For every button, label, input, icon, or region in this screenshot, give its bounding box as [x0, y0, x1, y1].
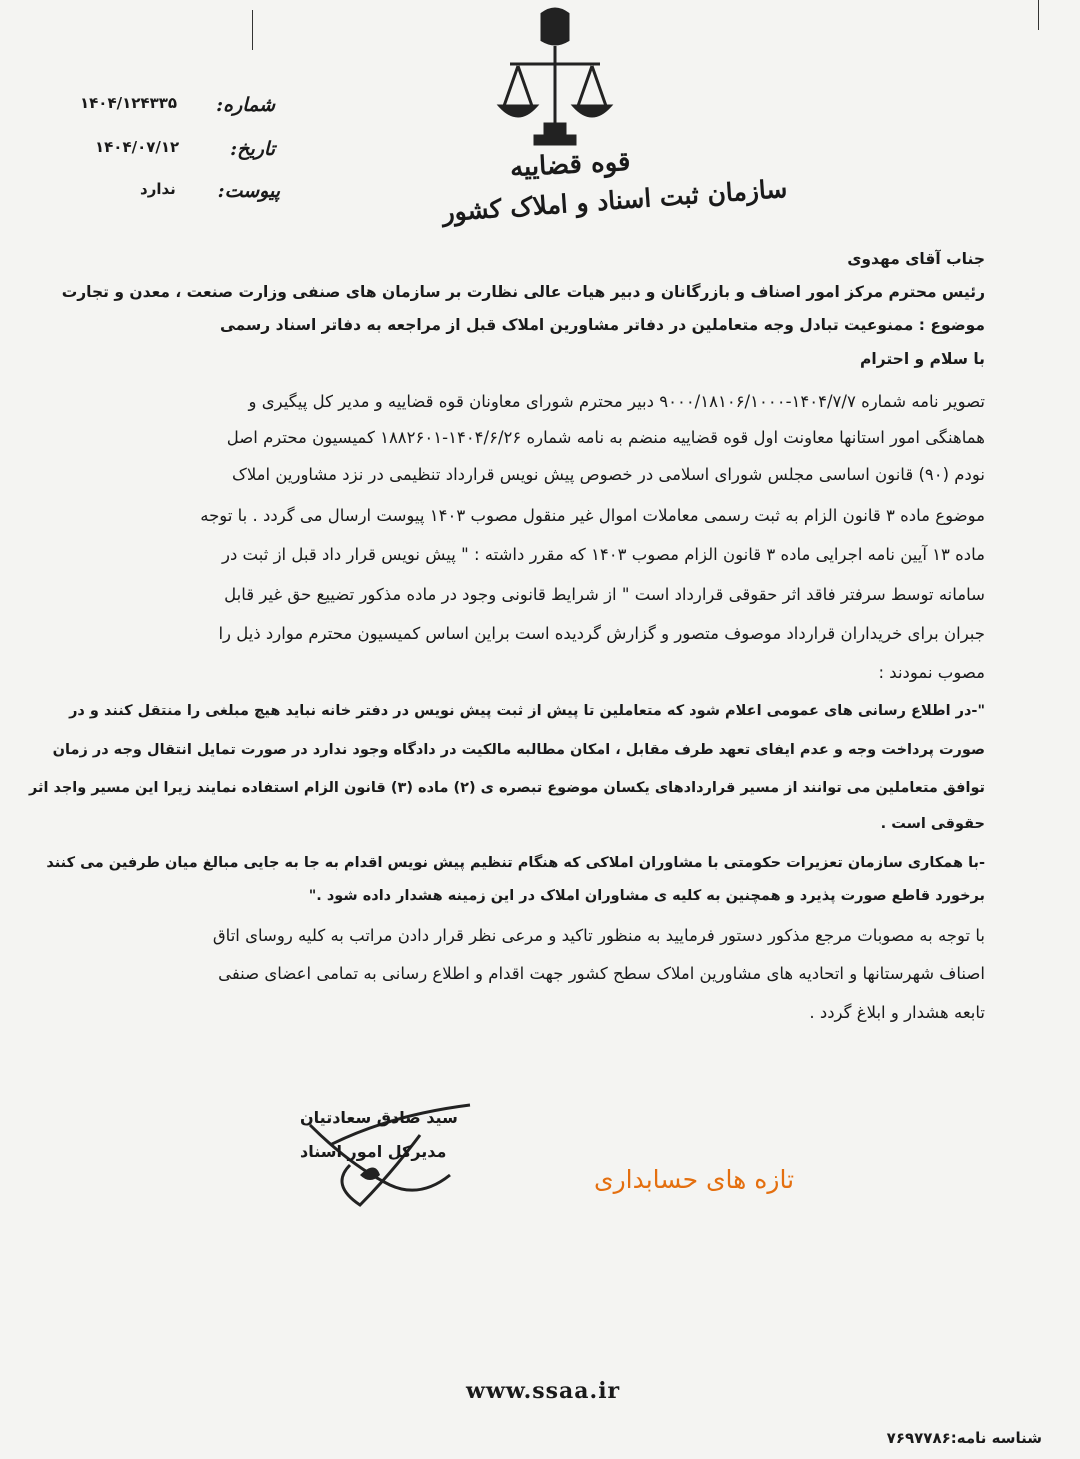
body-line: مصوب نمودند :: [878, 663, 985, 682]
letter-date: [95, 138, 275, 164]
body-line: تصویر نامه شماره ۱۴۰۴/۷/۷-۹۰۰۰/۱۸۱۰۶/۱۰۰۰ دبیر محترم شورای معاونان قوه قضاییه و مدیر کل پیگیری و: [248, 392, 985, 411]
org-name-judiciary: قوه قضاییه: [509, 146, 632, 184]
org-name-registration: سازمان ثبت اسناد و املاک کشور: [441, 173, 789, 228]
letter-id: شناسه نامه:۷۶۹۷۷۸۶: [886, 1429, 1042, 1447]
watermark-text: تازه های حسابداری: [594, 1165, 795, 1194]
clause-line: صورت پرداخت وجه و عدم ایفای تعهد طرف مقابل ، امکان مطالبه مالکیت در دادگاه وجود ندارد در صورت تمایل انتقال وجه در زمان: [52, 742, 985, 758]
letter-number: [80, 94, 275, 120]
recipient: جناب آقای مهدوی: [847, 250, 985, 268]
body-line: جبران برای خریداران قرارداد موصوف متصور و گزارش گردیده است براین اساس کمیسیون محترم موارد ذیل را: [218, 624, 985, 643]
body-line: موضوع ماده ۳ قانون الزام به ثبت رسمی معاملات اموال غیر منقول مصوب ۱۴۰۳ پیوست ارسال می گردد . با توجه: [200, 506, 985, 525]
website-link[interactable]: www.ssaa.ir: [466, 1378, 621, 1404]
clause-line: -با همکاری سازمان تعزیرات حکومتی با مشاوران املاکی که هنگام تنظیم پیش نویس اقدام به جا به جایی مبالغ میان طرفین می کنند: [46, 855, 985, 871]
letter-date-value: ۱۴۰۴/۰۷/۱۲: [95, 138, 180, 156]
signatory-title: مدیرکل امور اسناد: [300, 1142, 447, 1161]
body-line: سامانه توسط سرفتر فاقد اثر حقوقی قرارداد است " از شرایط قانونی وجود در ماده مذکور تضییع حق غیر قابل: [224, 585, 985, 604]
subject: موضوع : ممنوعیت تبادل وجه متعاملین در دفاتر مشاورین املاک قبل از مراجعه به دفاتر اسناد رسمی: [219, 316, 985, 334]
recipient-title: رئیس محترم مرکز امور اصناف و بازرگانان و دبیر هیات عالی نظارت بر سازمان های صنفی وزارت صنعت ، معدن و تجارت: [61, 283, 985, 301]
scan-mark: [252, 10, 253, 50]
signatory-name: سید صادق سعادتیان: [300, 1108, 458, 1127]
greeting: با سلام و احترام: [860, 350, 985, 368]
clause-line: برخورد قاطع صورت پذیرد و همچنین به کلیه ی مشاوران املاک در این زمینه هشدار داده شود .": [308, 888, 985, 904]
letter-attachment: [140, 180, 280, 206]
closing-line: با توجه به مصوبات مرجع مذکور دستور فرمایید به منظور تاکید و مرعی نظر قرار دادن مراتب به کلیه روسای اتاق: [212, 926, 985, 945]
body-line: ماده ۱۳ آیین نامه اجرایی ماده ۳ قانون الزام مصوب ۱۴۰۳ که مقرر داشته : " پیش نویس قرار داد قبل از ثبت در: [221, 545, 985, 564]
letter-attachment-label: پیوست:: [217, 180, 280, 202]
body-line: نودم (۹۰) قانون اساسی مجلس شورای اسلامی در خصوص پیش نویس قرارداد تنظیمی در نزد مشاورین املاک: [232, 465, 985, 484]
scan-mark: [1038, 0, 1039, 30]
letter-date-label: تاریخ:: [230, 138, 275, 160]
clause-line: "-در اطلاع رسانی های عمومی اعلام شود که متعاملین تا پیش از ثبت پیش نویس در دفتر خانه نباید هیچ مبلغی را منتقل کنند و در: [69, 703, 985, 719]
judiciary-emblem-icon: [490, 6, 620, 166]
body-line: هماهنگی امور استانها معاونت اول قوه قضاییه منضم به نامه شماره ۱۴۰۴/۶/۲۶-۱۸۸۲۶۰۱ کمیسیون محترم اصل: [226, 428, 985, 447]
closing-line: اصناف شهرستانها و اتحادیه های مشاورین املاک سطح کشور جهت اقدام و اطلاع رسانی به تمامی اعضای صنفی: [218, 964, 985, 983]
letter-number-label: شماره:: [216, 94, 275, 116]
closing-line: تابعه هشدار و ابلاغ گردد .: [809, 1003, 985, 1022]
letter-attachment-value: ندارد: [140, 180, 176, 198]
clause-line: توافق متعاملین می توانند از مسیر قراردادهای یکسان موضوع تبصره ی (۲) ماده (۳) قانون الزام استفاده نمایند زیرا این مسیر واجد اثر: [28, 780, 985, 796]
clause-line: حقوقی است .: [880, 816, 985, 832]
letter-number-value: ۱۴۰۴/۱۲۴۳۳۵: [80, 94, 178, 112]
